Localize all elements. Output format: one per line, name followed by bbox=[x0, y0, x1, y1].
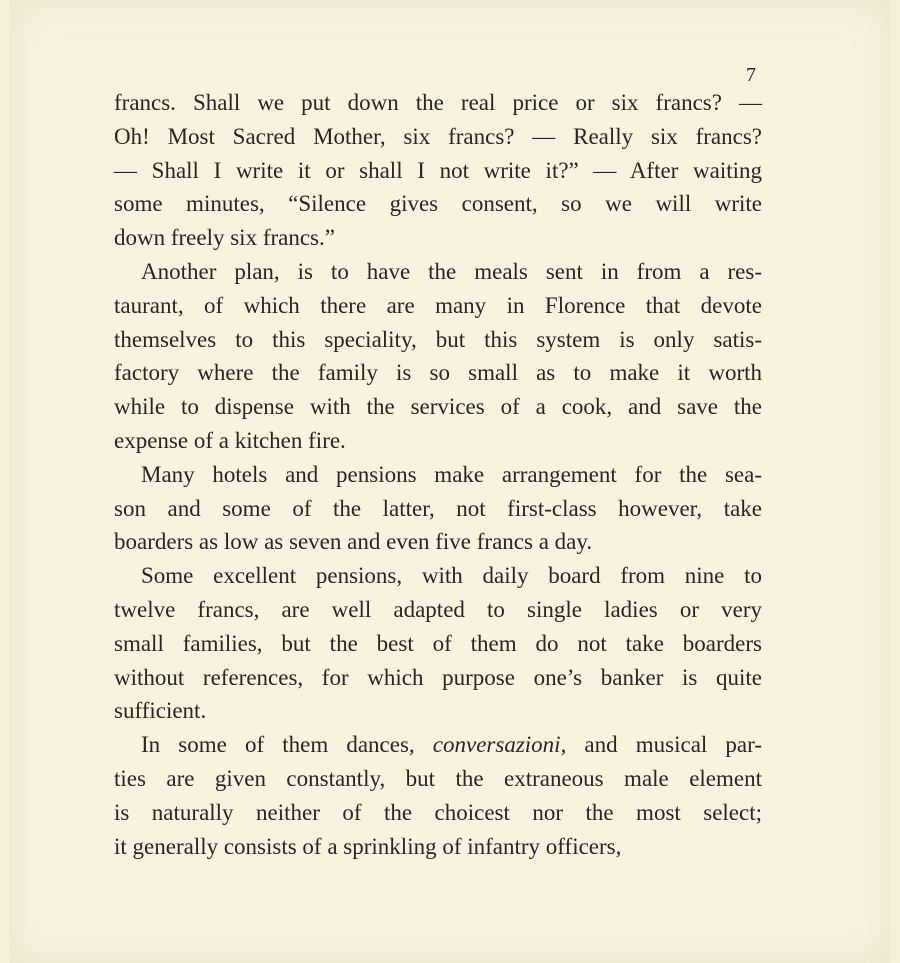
text-line bbox=[114, 86, 762, 120]
text-line bbox=[114, 424, 762, 458]
paragraph bbox=[114, 86, 762, 255]
text-line bbox=[114, 694, 762, 728]
italic-term: conversazioni bbox=[432, 732, 561, 758]
text-segment: Some excellent pensions, with daily board from nine to bbox=[141, 563, 762, 589]
page-number: 7 bbox=[746, 64, 756, 86]
text-segment: In some of them dances, bbox=[141, 732, 433, 758]
text-segment: ties are given constantly, but the extraneous male element bbox=[114, 765, 762, 791]
text-segment: — Shall I write it or shall I not write it?” — After waiting bbox=[114, 157, 762, 183]
text-segment: twelve francs, are well adapted to single ladies or very bbox=[114, 596, 762, 622]
text-line bbox=[114, 323, 762, 357]
text-segment: Many hotels and pensions make arrangement for the sea- bbox=[141, 461, 762, 487]
text-line bbox=[114, 255, 762, 289]
book-page bbox=[10, 0, 890, 963]
text-segment: boarders as low as seven and even five francs a day. bbox=[114, 529, 593, 555]
text-line bbox=[114, 525, 762, 559]
text-segment: factory where the family is so small as to make it worth bbox=[114, 360, 762, 386]
text-line bbox=[114, 830, 762, 864]
text-line bbox=[114, 187, 762, 221]
text-line bbox=[114, 154, 762, 188]
text-line bbox=[114, 120, 762, 154]
text-line bbox=[114, 458, 762, 492]
text-segment: , and musical par- bbox=[560, 732, 762, 758]
text-segment: sufficient. bbox=[114, 698, 207, 724]
paragraph bbox=[114, 255, 762, 458]
text-segment: francs. Shall we put down the real price or six francs? — bbox=[114, 90, 762, 115]
text-line bbox=[114, 593, 762, 627]
body-text bbox=[114, 86, 762, 863]
text-line bbox=[114, 661, 762, 695]
text-segment: Oh! Most Sacred Mother, six francs? — Really six francs? bbox=[114, 123, 762, 149]
text-segment: small families, but the best of them do not take boarders bbox=[114, 630, 762, 656]
text-line bbox=[114, 728, 762, 762]
text-line bbox=[114, 356, 762, 390]
paragraph bbox=[114, 458, 762, 559]
text-segment: without references, for which purpose one’s banker is quite bbox=[114, 664, 762, 690]
text-line bbox=[114, 627, 762, 661]
text-segment: Another plan, is to have the meals sent in from a res- bbox=[141, 258, 762, 284]
text-line bbox=[114, 221, 762, 255]
text-segment: down freely six francs.” bbox=[114, 225, 335, 251]
text-segment: son and some of the latter, not first-class however, take bbox=[114, 495, 762, 521]
text-line bbox=[114, 289, 762, 323]
text-line bbox=[114, 390, 762, 424]
text-segment: is naturally neither of the choicest nor the most select; bbox=[114, 799, 762, 825]
text-segment: while to dispense with the services of a cook, and save the bbox=[114, 394, 762, 420]
text-segment: some minutes, “Silence gives consent, so we will write bbox=[114, 191, 762, 217]
text-segment: themselves to this speciality, but this system is only satis- bbox=[114, 326, 762, 352]
text-line bbox=[114, 762, 762, 796]
text-segment: taurant, of which there are many in Florence that devote bbox=[114, 292, 762, 318]
text-segment: it generally consists of a sprinkling of infantry officers, bbox=[114, 833, 622, 859]
text-line bbox=[114, 559, 762, 593]
text-line bbox=[114, 492, 762, 526]
paragraph bbox=[114, 728, 762, 863]
text-line bbox=[114, 796, 762, 830]
paragraph bbox=[114, 559, 762, 728]
text-segment: expense of a kitchen fire. bbox=[114, 427, 346, 453]
